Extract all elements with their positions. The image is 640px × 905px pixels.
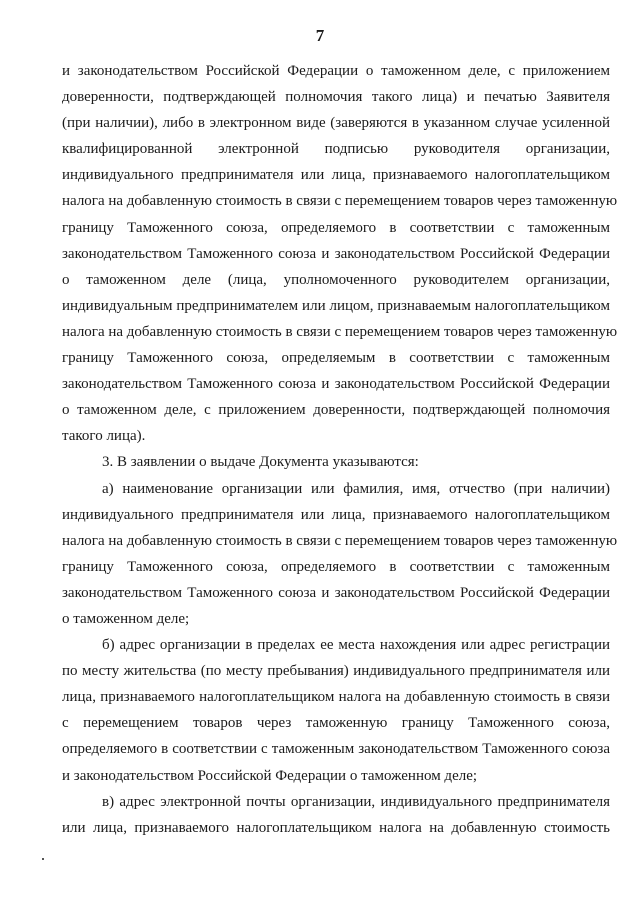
text-line: доверенности, подтверждающей полномочия такого лица) и печатью Заявителя (62, 89, 610, 106)
text-line: (при наличии), либо в электронном виде (заверяются в указанном случае усиленной (62, 115, 610, 132)
text-line: индивидуальным предпринимателем или лицом, признаваемым налогоплательщиком (62, 297, 610, 314)
text-line: б) адрес организации в пределах ее места нахождения или адрес регистрации (102, 637, 610, 654)
text-line: в) адрес электронной почты организации, индивидуального предпринимателя (102, 793, 610, 810)
text-line: налога на добавленную стоимость в связи с перемещением товаров через таможенную (62, 193, 618, 210)
text-line: о таможенном деле; (62, 610, 190, 627)
text-line: о таможенном деле, с приложением доверенности, подтверждающей полномочия (62, 402, 610, 419)
text-line: 3. В заявлении о выдаче Документа указываются: (102, 454, 419, 471)
text-line: границу Таможенного союза, определяемого в соответствии с таможенным (62, 558, 610, 575)
text-line: такого лица). (62, 428, 146, 445)
text-line: законодательством Таможенного союза и законодательством Российской Федерации (62, 584, 610, 601)
text-line: налога на добавленную стоимость в связи с перемещением товаров через таможенную (62, 532, 618, 549)
text-line: законодательством Таможенного союза и законодательством Российской Федерации (62, 245, 610, 262)
text-line: законодательством Таможенного союза и законодательством Российской Федерации (62, 376, 610, 393)
text-line: индивидуального предпринимателя или лица, признаваемого налогоплательщиком (62, 506, 610, 523)
text-line: о таможенном деле (лица, уполномоченного руководителем организации, (62, 271, 610, 288)
page-number: 7 (315, 26, 325, 45)
document-body (62, 58, 618, 841)
scan-speck (42, 858, 44, 860)
text-line: или лица, признаваемого налогоплательщиком налога на добавленную стоимость (62, 819, 610, 836)
text-line: границу Таможенного союза, определяемого в соответствии с таможенным (62, 219, 610, 236)
text-line: и законодательством Российской Федерации о таможенном деле, с приложением (62, 63, 610, 79)
text-line: квалифицированной электронной подписью руководителя организации, (62, 141, 610, 158)
text-line: по месту жительства (по месту пребывания) индивидуального предпринимателя или (62, 663, 610, 680)
text-line: а) наименование организации или фамилия, имя, отчество (при наличии) (102, 480, 610, 497)
text-line: границу Таможенного союза, определяемым в соответствии с таможенным (62, 350, 610, 367)
text-line: лица, признаваемого налогоплательщиком налога на добавленную стоимость в связи (62, 689, 610, 706)
text-line: с перемещением товаров через таможенную границу Таможенного союза, (62, 715, 610, 732)
text-line: налога на добавленную стоимость в связи с перемещением товаров через таможенную (62, 323, 618, 340)
text-line: и законодательством Российской Федерации о таможенном деле; (62, 767, 478, 784)
text-line: индивидуального предпринимателя или лица, признаваемого налогоплательщиком (62, 167, 610, 184)
text-line: определяемого в соответствии с таможенным законодательством Таможенного союза (62, 741, 610, 758)
